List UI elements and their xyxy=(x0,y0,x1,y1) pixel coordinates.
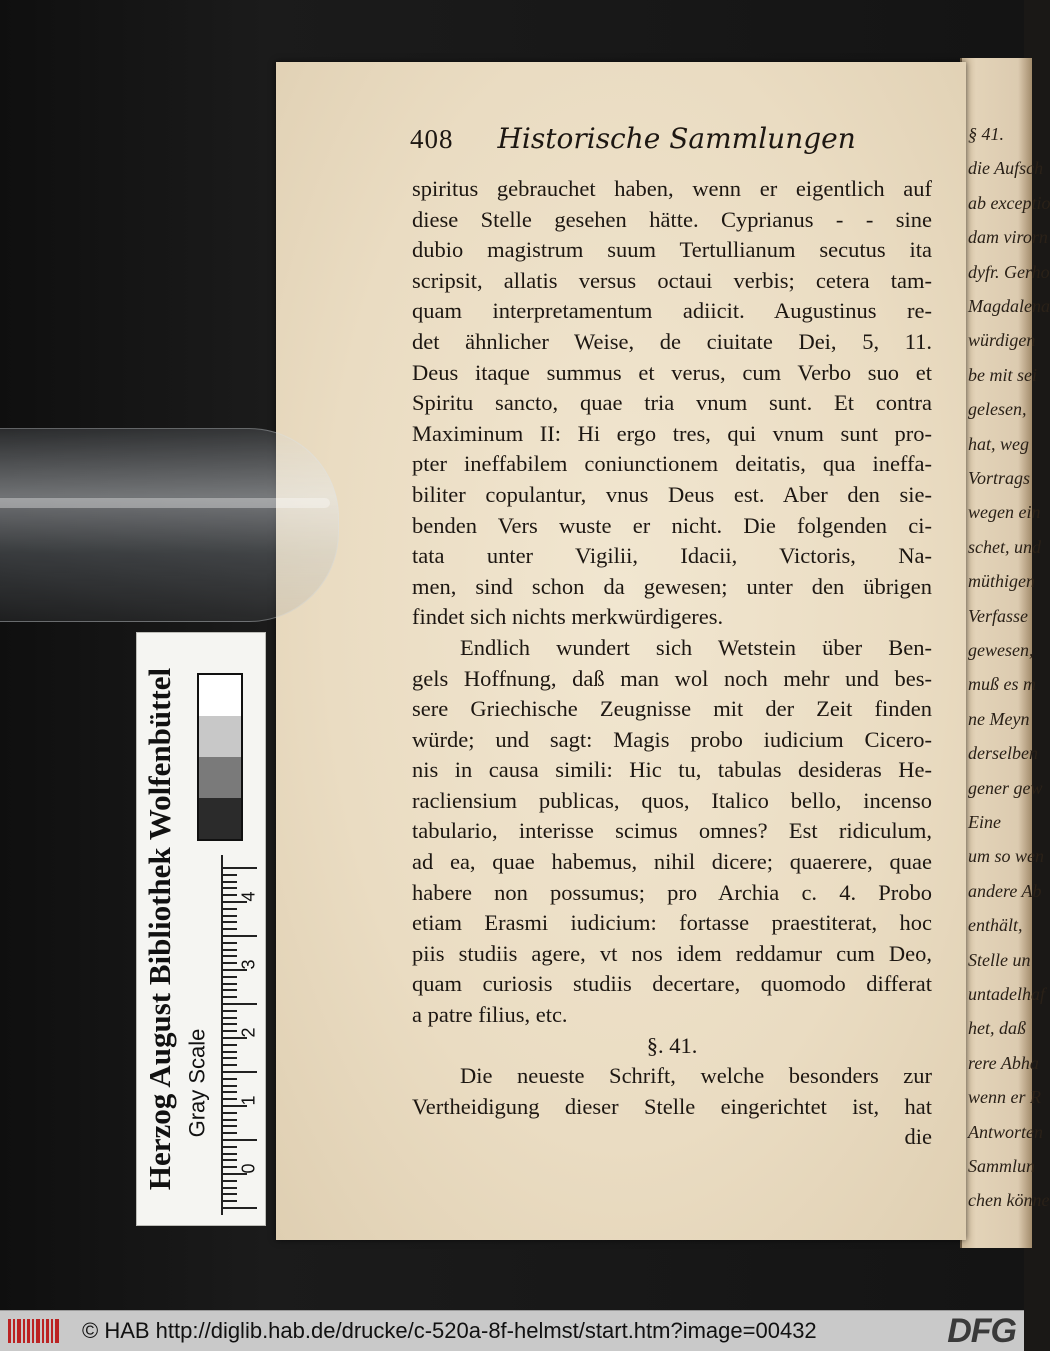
ruler-tick xyxy=(223,1159,237,1161)
ruler-tick xyxy=(223,1030,237,1032)
ruler-tick xyxy=(223,1125,237,1127)
facing-page-line: het, daß xyxy=(968,1018,1026,1039)
gray-scale-card xyxy=(136,632,266,1226)
text-line: nis in causa simili: Hic tu, tabulas desideras He- xyxy=(412,757,932,783)
ruler-tick xyxy=(223,1017,237,1019)
facing-page-line: § 41. xyxy=(968,124,1004,144)
ruler-tick xyxy=(223,908,237,910)
ruler-number-wrap xyxy=(237,885,261,907)
text-line: gels Hoffnung, daß man wol noch mehr und bes- xyxy=(412,665,932,691)
dfg-logo: DFG xyxy=(947,1311,1016,1350)
text-line: spiritus gebrauchet haben, wenn er eigentlich auf xyxy=(412,176,932,201)
text-line: sere Griechische Zeugnisse mit der Zeit finden xyxy=(412,696,932,722)
text-line: men, sind schon da gewesen; unter den übrigen xyxy=(412,573,932,599)
ruler-tick xyxy=(223,1098,237,1100)
ruler-tick xyxy=(223,881,237,883)
text-line: habere non possumus; pro Archia c. 4. Probo xyxy=(412,879,932,905)
ruler-tick xyxy=(223,928,237,930)
gray-swatch xyxy=(199,757,241,798)
facing-page-line: wenn er R xyxy=(968,1087,1041,1108)
text-line: Maximinum II: Hi ergo tres, qui vnum sunt pro- xyxy=(412,420,932,446)
text-line: quam interpretamentum adiicit. Augustinus re- xyxy=(412,298,932,324)
text-line: etiam Erasmi iudicium: fortasse praestiterat, hoc xyxy=(412,910,932,936)
ruler-tick xyxy=(223,1200,237,1202)
ruler-number: 4 xyxy=(238,890,259,902)
ruler-tick xyxy=(223,942,237,944)
gray-swatch xyxy=(199,798,241,839)
ruler-number: 3 xyxy=(238,958,259,970)
text-line: scripsit, allatis versus octaui verbis; cetera tam- xyxy=(412,267,932,293)
text-line: quam curiosis studiis decertare, quomodo differat xyxy=(412,971,932,997)
text-line: ad ea, quae habemus, nihil dicere; quaerere, quae xyxy=(412,849,932,875)
ruler-number-wrap xyxy=(237,953,261,975)
facing-page-line: müthigen xyxy=(968,571,1035,592)
facing-page-line: hat, weg xyxy=(968,433,1029,454)
text-line: Vertheidigung dieser Stelle eingerichtet ist, hat xyxy=(412,1093,932,1119)
text-line: die xyxy=(904,1124,932,1150)
ruler-tick xyxy=(223,887,237,889)
page-header xyxy=(410,122,930,162)
barcode-icon xyxy=(6,1316,62,1346)
text-line: findet sich nichts merkwürdigeres. xyxy=(412,604,724,630)
text-line: piis studiis agere, vt nos idem reddamur cum Deo, xyxy=(412,940,932,966)
gray-swatch xyxy=(199,675,241,716)
footer-bar xyxy=(0,1310,1024,1351)
facing-page-line: Vortrags xyxy=(968,468,1031,488)
facing-page-line: be mit sei xyxy=(968,364,1037,385)
facing-page-line: Magdalena xyxy=(968,296,1050,316)
ruler-tick xyxy=(223,1023,237,1025)
ruler-tick xyxy=(223,1132,237,1134)
facing-page-line: muß es m xyxy=(968,674,1036,695)
ruler-number-wrap xyxy=(237,1021,261,1043)
facing-page-line: Verfasse xyxy=(968,605,1028,626)
footer-copyright-url: © HAB http://diglib.hab.de/drucke/c-520a-8f-helmst/start.htm?image=00432 xyxy=(82,1318,817,1343)
ruler-tick xyxy=(223,962,237,964)
ruler-tick xyxy=(223,1010,237,1012)
institution-name: Herzog August Bibliothek Wolfenbüttel xyxy=(142,667,178,1191)
ruler-tick xyxy=(223,1064,237,1066)
ruler-tick xyxy=(223,976,237,978)
text-line: Deus itaque summus et verus, cum Verbo suo et xyxy=(412,359,932,385)
text-line: racliensium publicas, quos, Italico bello, incenso xyxy=(412,787,932,813)
ruler-tick xyxy=(223,1207,257,1209)
facing-page-line: würdigen xyxy=(968,330,1036,351)
text-line: benden Vers wuste er nicht. Die folgenden ci- xyxy=(412,512,932,538)
facing-page-line: Stelle un xyxy=(968,949,1031,970)
facing-page-line: enthält, xyxy=(968,915,1023,936)
text-line: tabulario, interisse scimus omnes? Est ridiculum, xyxy=(412,818,932,844)
text-line: würde; und sagt: Magis probo iudicium Cicero- xyxy=(412,726,932,752)
facing-page-line: derselben xyxy=(968,743,1038,764)
gray-swatch xyxy=(199,716,241,757)
ruler-number-wrap xyxy=(237,1089,261,1111)
book-page xyxy=(276,62,966,1240)
ruler-tick xyxy=(223,1193,237,1195)
ruler-tick xyxy=(223,1003,257,1005)
text-line: tata unter Vigilii, Idacii, Victoris, Na- xyxy=(412,543,932,569)
facing-page-line: dyfr. Gerho xyxy=(968,261,1050,282)
ruler-tick xyxy=(223,989,237,991)
ruler-number: 0 xyxy=(238,1162,259,1174)
text-line: Spiritu sancto, quae tria vnum sunt. Et contra xyxy=(412,390,932,416)
ruler-number: 2 xyxy=(238,1026,259,1038)
text-line: Die neueste Schrift, welche besonders zur xyxy=(460,1063,932,1089)
ruler-tick xyxy=(223,1119,237,1121)
text-line: §. 41. xyxy=(646,1032,698,1058)
running-title: Historische Sammlungen xyxy=(497,122,856,155)
ruler-tick xyxy=(223,1112,237,1114)
ruler-tick xyxy=(223,1057,237,1059)
ruler-tick xyxy=(223,915,237,917)
facing-page-line: gener gew xyxy=(968,777,1043,798)
facing-page-line: Eine xyxy=(968,812,1001,832)
ruler-tick xyxy=(223,1166,237,1168)
ruler-tick xyxy=(223,1146,237,1148)
text-line: det ähnlicher Weise, de ciuitate Dei, 5, 11. xyxy=(412,328,932,354)
facing-page-line: Antworten xyxy=(968,1121,1043,1142)
ruler-tick xyxy=(223,874,237,876)
facing-page-line: um so wen xyxy=(968,846,1044,867)
text-line: a patre filius, etc. xyxy=(412,1002,568,1028)
facing-page-line: ne Meyn xyxy=(968,708,1030,729)
facing-page-line: andere Ab xyxy=(968,880,1042,901)
text-line: biliter copulantur, vnus Deus est. Aber den sie- xyxy=(412,481,932,507)
ruler-tick xyxy=(223,955,237,957)
ruler-number: 1 xyxy=(238,1094,259,1106)
facing-page-line: Sammlun xyxy=(968,1156,1035,1176)
gray-swatches xyxy=(197,673,243,841)
text-line: diese Stelle gesehen hätte. Cyprianus - - sine xyxy=(412,206,932,232)
facing-page-line: schet, und xyxy=(968,536,1041,557)
ruler-tick xyxy=(223,1051,237,1053)
ruler-tick xyxy=(223,1187,237,1189)
ruler-tick xyxy=(223,949,237,951)
facing-page-line: ab exceptio xyxy=(968,192,1050,213)
card-institution-label xyxy=(141,637,179,1221)
ruler-tick xyxy=(223,1044,237,1046)
text-line: Endlich wundert sich Wetstein über Ben- xyxy=(460,634,932,660)
ruler-tick xyxy=(223,867,257,869)
text-line: dubio magistrum suum Tertullianum secutus ita xyxy=(412,237,932,263)
ruler-tick xyxy=(223,1139,257,1141)
page-number: 408 xyxy=(410,124,454,154)
ruler-number-wrap xyxy=(237,1157,261,1179)
ruler-tick xyxy=(223,921,237,923)
facing-page-line: wegen ein xyxy=(968,502,1041,523)
facing-page-line: rere Abha xyxy=(968,1052,1039,1073)
facing-page-line: gewesen, xyxy=(968,640,1034,660)
facing-page-line: dam virorn xyxy=(968,227,1048,248)
text-line: pter ineffabilem coniunctionem deitatis, qua ineffa- xyxy=(412,451,932,477)
ruler-tick xyxy=(223,935,257,937)
bookmark-highlight xyxy=(0,498,330,508)
facing-page-line: gelesen, xyxy=(968,399,1027,420)
ruler xyxy=(221,855,263,1215)
plastic-bookmark-strip xyxy=(0,428,339,622)
ruler-tick xyxy=(223,1071,257,1073)
facing-page-line: untadelhaf xyxy=(968,984,1045,1004)
facing-page-line: chen könne xyxy=(968,1190,1050,1211)
ruler-tick xyxy=(223,1180,237,1182)
ruler-tick xyxy=(223,1085,237,1087)
ruler-tick xyxy=(223,1153,237,1155)
ruler-tick xyxy=(223,1078,237,1080)
ruler-tick xyxy=(223,983,237,985)
page-body-text xyxy=(412,174,932,1153)
ruler-tick xyxy=(223,996,237,998)
ruler-tick xyxy=(223,1091,237,1093)
facing-page-edge xyxy=(960,58,1050,1248)
gray-scale-text: Gray Scale xyxy=(184,1028,210,1138)
gray-scale-label xyxy=(177,1013,217,1153)
facing-page-line: die Aufsch xyxy=(968,158,1044,179)
ruler-tick xyxy=(223,894,237,896)
